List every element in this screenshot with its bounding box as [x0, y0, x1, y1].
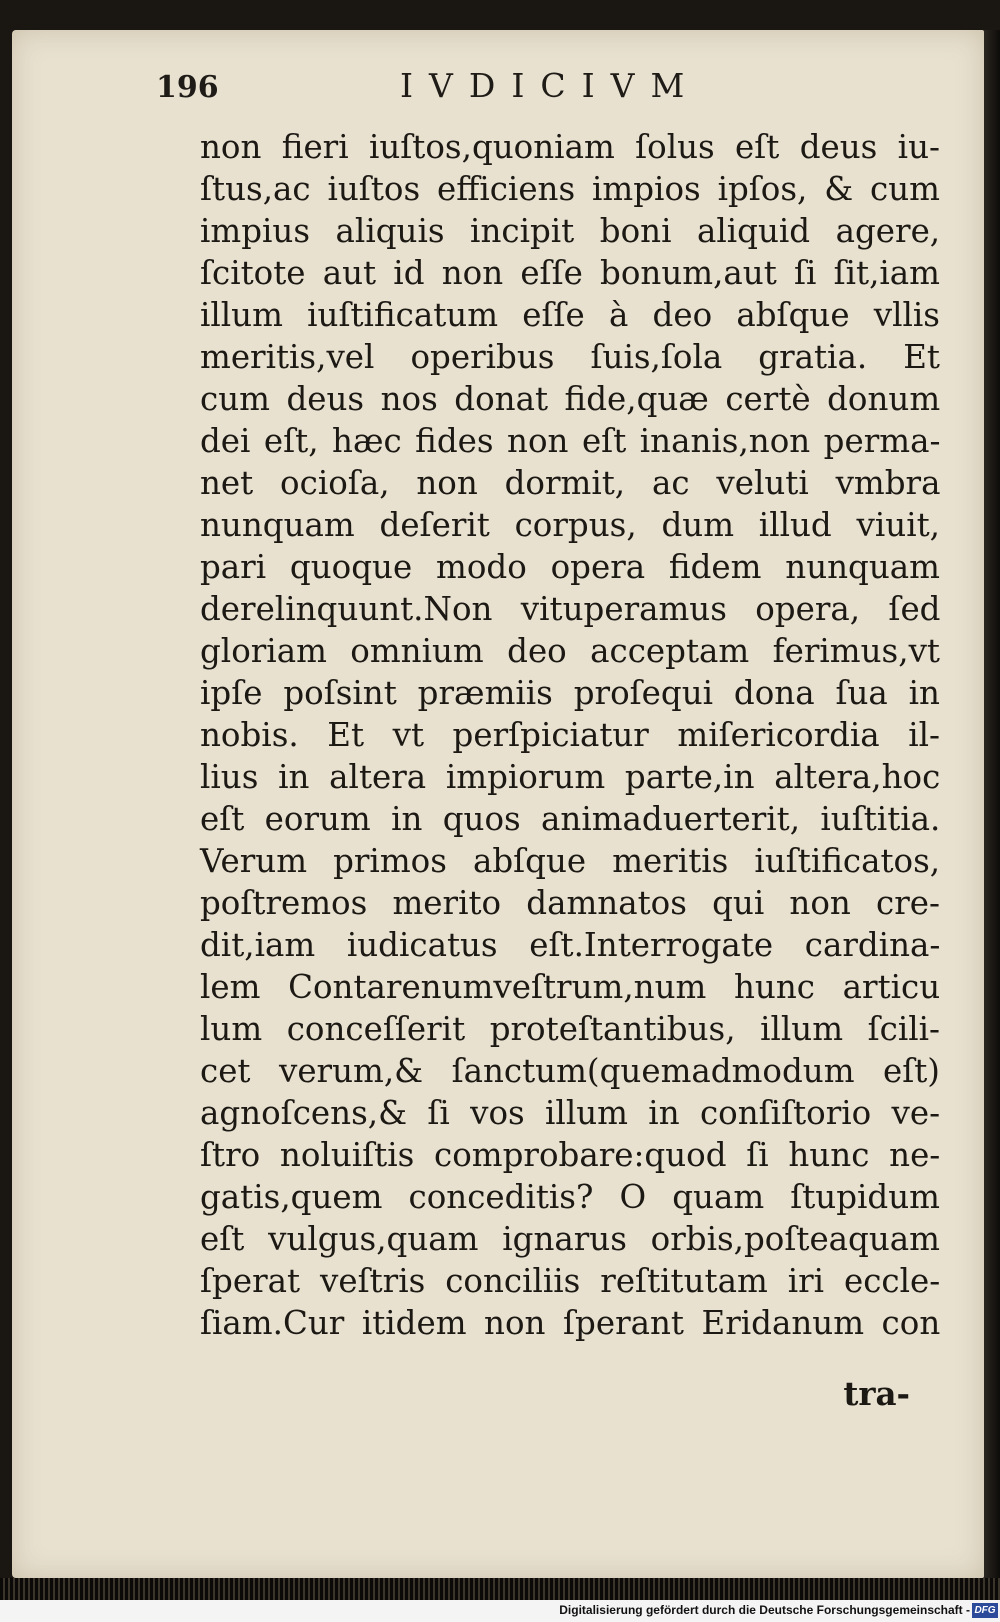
page-number: 196 [156, 70, 219, 105]
text-line: dit,iam iudicatus eſt.Interrogate cardina- [200, 926, 941, 964]
text-line: derelinquunt.Non vituperamus opera, ſed [200, 590, 941, 628]
text-line: ipſe poſsint præmiis proſequi dona ſua in [200, 674, 940, 712]
text-line: cet verum,& ſanctum(quemadmodum eſt) [200, 1052, 940, 1090]
text-line: lem Contarenumveſtrum,num hunc articu [200, 968, 941, 1006]
page-stack-edge [0, 1578, 1000, 1600]
text-line: meritis,vel operibus ſuis,ſola gratia. Et [200, 338, 940, 376]
text-line: ſcitote aut id non eſſe bonum,aut ſi ſit,iam [200, 254, 940, 292]
text-line: nobis. Et vt perſpiciatur miſericordia il- [200, 716, 940, 754]
digitization-footer [0, 1600, 1000, 1622]
dfg-logo: DFG [972, 1603, 998, 1618]
text-line: illum iuſtificatum eſſe à deo abſque vllis [200, 296, 940, 334]
text-line: impius aliquis incipit boni aliquid agere, [200, 212, 941, 250]
body-text [200, 126, 940, 1344]
text-line: dei eſt, hæc fides non eſt inanis,non perma- [200, 422, 941, 460]
text-line: agnoſcens,& ſi vos illum in conſiſtorio ve- [200, 1094, 941, 1132]
text-line: net ocioſa, non dormit, ac veluti vmbra [200, 464, 941, 502]
text-line: gloriam omnium deo acceptam ferimus,vt [200, 632, 940, 670]
text-line: ſtus,ac iuſtos efficiens impios ipſos, & cum [200, 170, 940, 208]
text-line: eſt vulgus,quam ignarus orbis,poſteaquam [200, 1220, 940, 1258]
text-line: poſtremos merito damnatos qui non cre- [200, 884, 940, 922]
text-line: eſt eorum in quos animaduerterit, iuſtitia. [200, 800, 941, 838]
catchword: tra- [843, 1374, 910, 1413]
text-line: Verum primos abſque meritis iuſtificatos, [200, 842, 941, 880]
text-line: gatis,quem conceditis? O quam ſtupidum [200, 1178, 940, 1216]
text-line: cum deus nos donat fide,quæ certè donum [200, 380, 941, 418]
funding-credit: Digitalisierung gefördert durch die Deutsche Forschungsgemeinschaft - [559, 1603, 970, 1617]
page-edge-shadow [984, 30, 1000, 1578]
text-line: lius in altera impiorum parte,in altera,hoc [200, 758, 941, 796]
text-line: ſiam.Cur itidem non ſperant Eridanum con [200, 1304, 941, 1342]
text-line: ſperat veſtris conciliis reſtitutam iri eccle- [200, 1262, 941, 1300]
text-line: lum conceſſerit proteſtantibus, illum ſcili- [200, 1010, 941, 1048]
text-line: nunquam deſerit corpus, dum illud viuit, [200, 506, 940, 544]
text-line: pari quoque modo opera fidem nunquam [200, 548, 940, 586]
running-head: IVDICIVM [400, 66, 701, 105]
text-line: ſtro noluiſtis comprobare:quod ſi hunc ne- [200, 1136, 941, 1174]
text-line: non fieri iuſtos,quoniam ſolus eſt deus iu- [200, 128, 940, 166]
